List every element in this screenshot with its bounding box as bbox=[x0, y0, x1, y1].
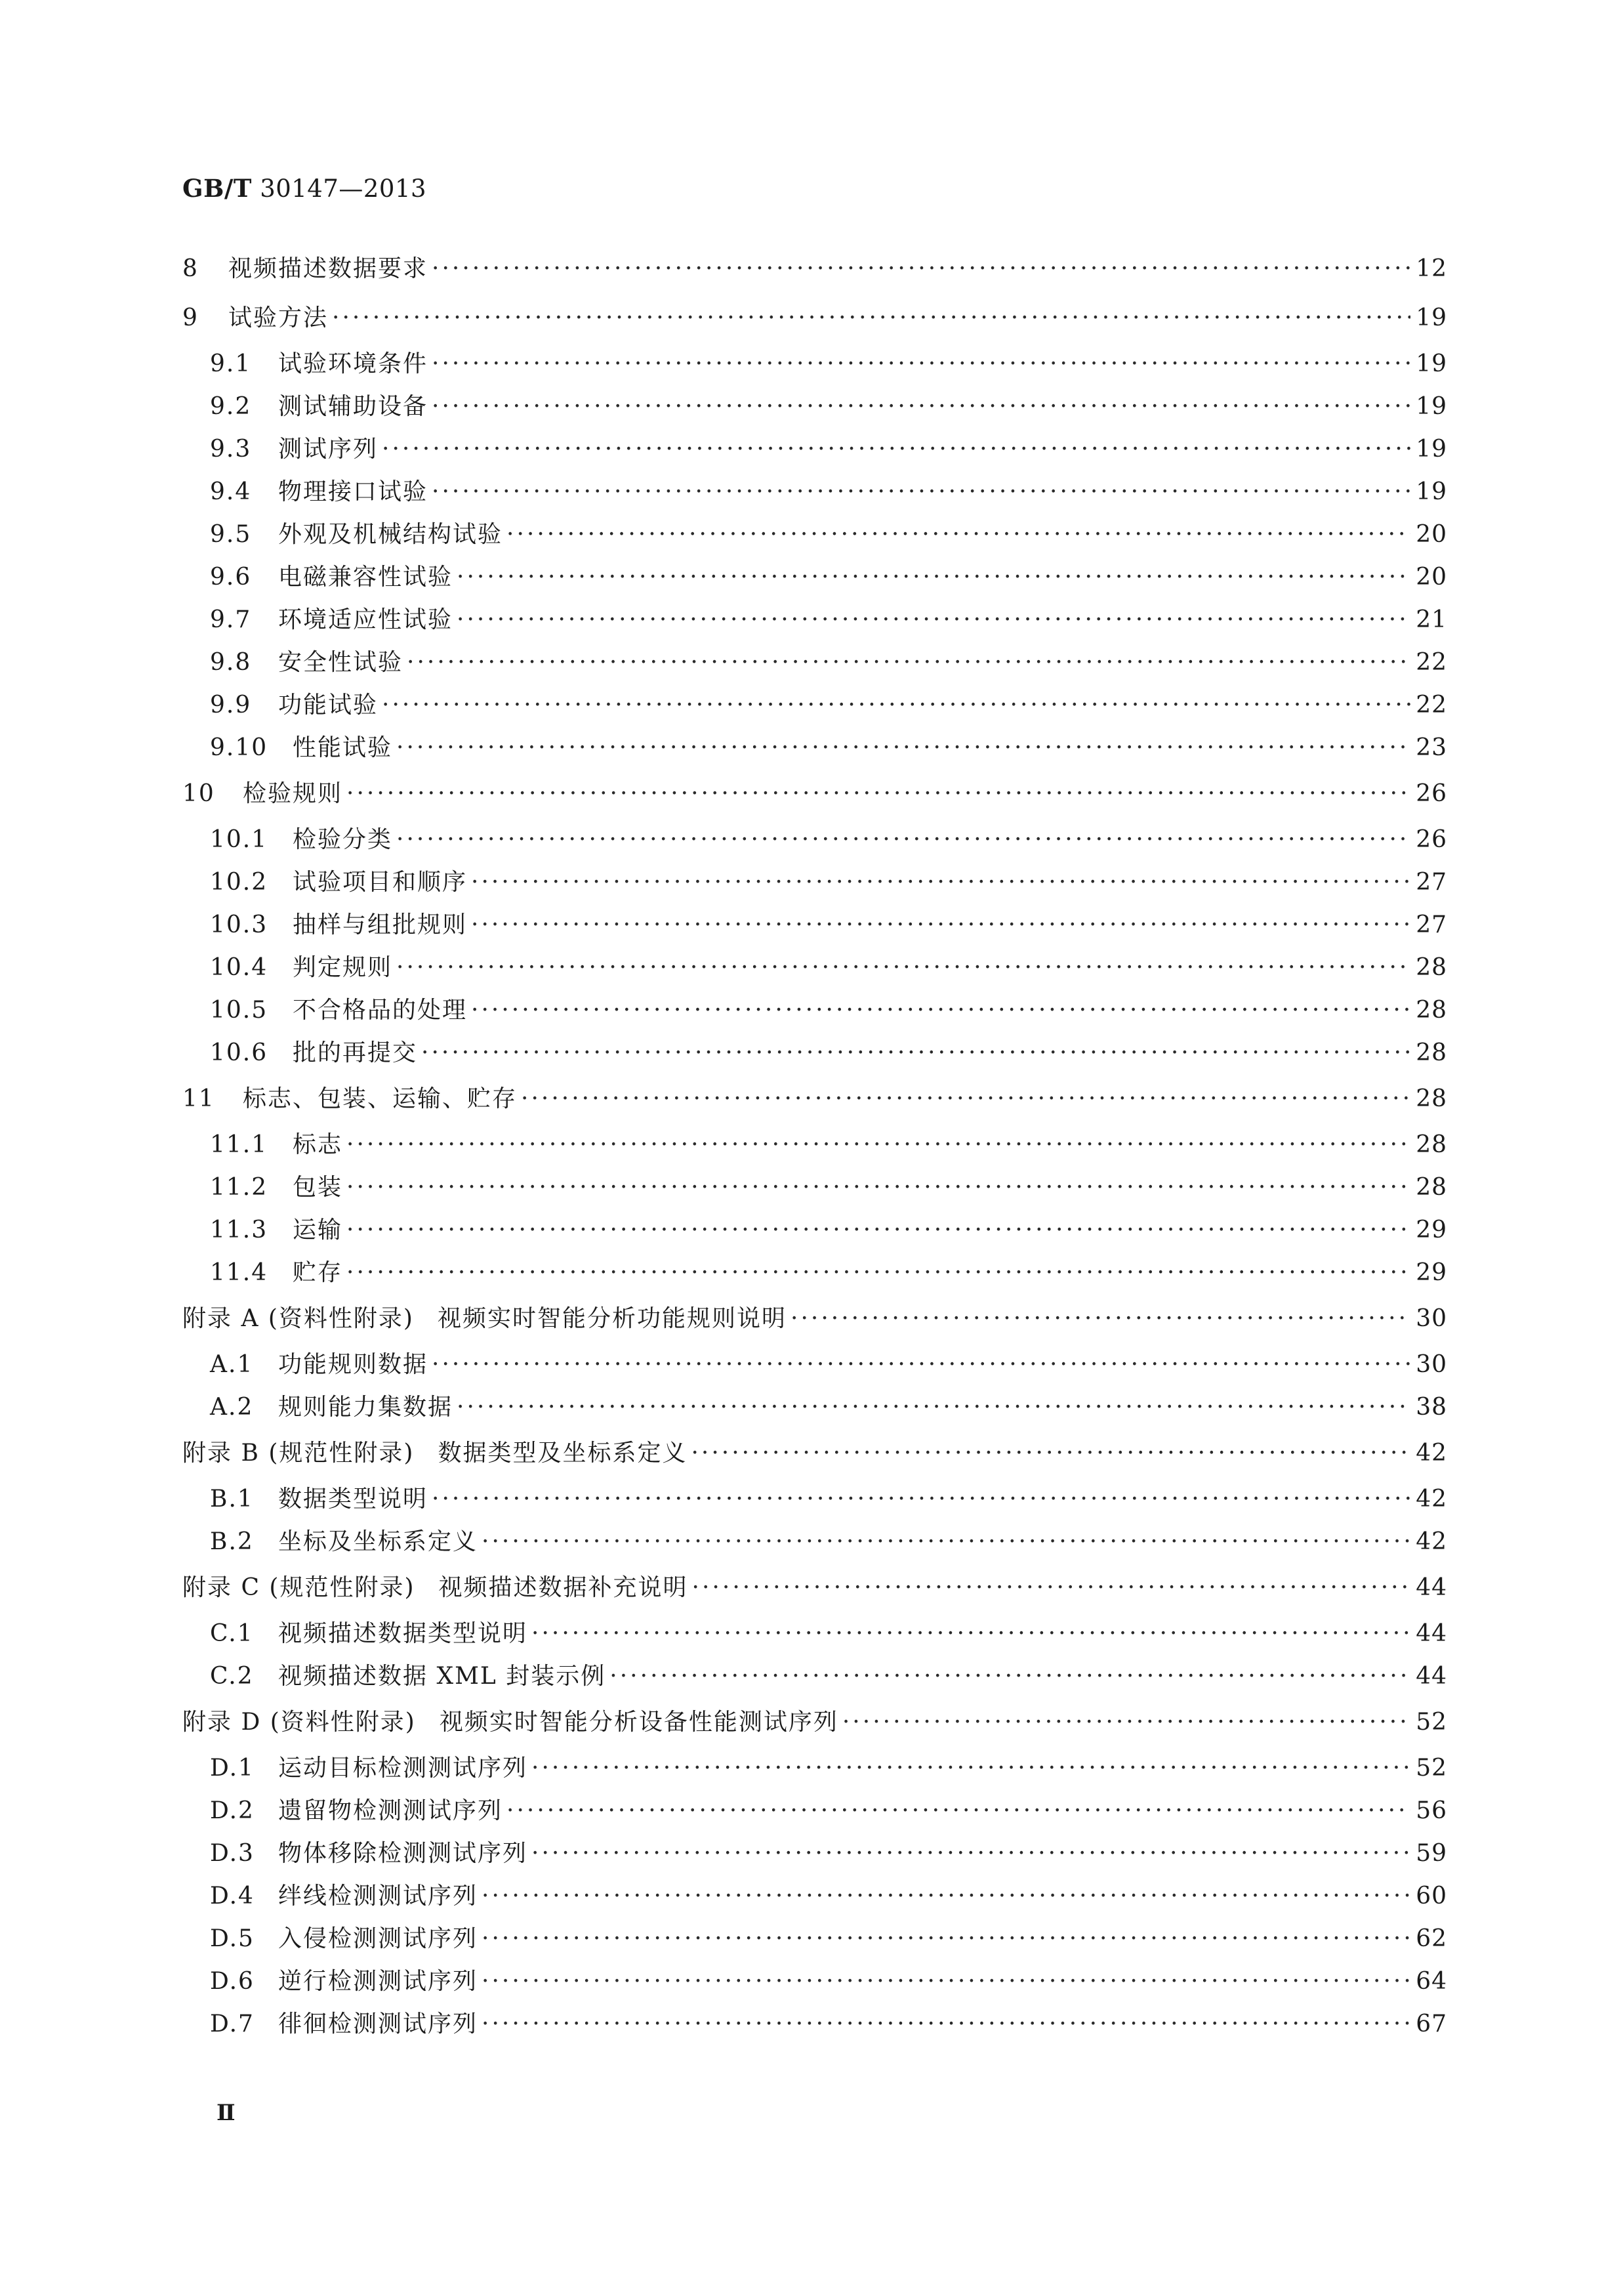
toc-entry-title: 运输 bbox=[293, 1217, 343, 1243]
toc-entry-number: A.1 bbox=[210, 1351, 254, 1378]
toc-entry-title: 物理接口试验 bbox=[278, 478, 428, 505]
toc-entry-number: D.4 bbox=[210, 1883, 255, 1910]
toc-entry-number: A.2 bbox=[210, 1394, 254, 1421]
toc-leader-dots bbox=[396, 818, 1410, 861]
toc-entry-number: 10.1 bbox=[210, 826, 268, 853]
toc-entry-number: 9.9 bbox=[210, 692, 252, 719]
toc-entry-page: 21 bbox=[1416, 606, 1447, 633]
toc-entry-section[interactable] bbox=[182, 1166, 1447, 1209]
toc-entry-section[interactable] bbox=[182, 1789, 1447, 1832]
toc-entry-page: 29 bbox=[1416, 1259, 1447, 1286]
toc-leader-dots bbox=[346, 769, 1410, 818]
toc-entry-page: 64 bbox=[1416, 1968, 1447, 1995]
toc-entry-title: 环境适应性试验 bbox=[278, 606, 453, 633]
toc-entry-title: 检验规则 bbox=[243, 780, 343, 807]
toc-entry-page: 27 bbox=[1416, 869, 1447, 896]
toc-entry-title: 试验环境条件 bbox=[278, 350, 428, 377]
toc-entry-number: C.2 bbox=[210, 1663, 254, 1690]
toc-entry-section[interactable] bbox=[182, 1917, 1447, 1960]
toc-entry-section[interactable] bbox=[182, 684, 1447, 726]
toc-entry-title: 视频描述数据要求 bbox=[228, 255, 428, 282]
toc-leader-dots bbox=[346, 1123, 1410, 1166]
toc-entry-page: 56 bbox=[1416, 1797, 1447, 1824]
toc-entry-chapter[interactable] bbox=[182, 1563, 1447, 1612]
toc-entry-number: 10.5 bbox=[210, 997, 268, 1024]
toc-entry-page: 19 bbox=[1416, 393, 1447, 420]
toc-entry-number: 9.7 bbox=[210, 606, 252, 633]
toc-entry-number: D.2 bbox=[210, 1797, 255, 1824]
toc-entry-page: 62 bbox=[1416, 1925, 1447, 1952]
toc-entry-page: 42 bbox=[1416, 1486, 1447, 1513]
toc-entry-number: 10.2 bbox=[210, 869, 268, 896]
toc-entry-number: 11.2 bbox=[210, 1174, 268, 1201]
toc-entry-number: 10.4 bbox=[210, 954, 268, 981]
page-folio: Ⅱ bbox=[216, 2100, 234, 2126]
toc-entry-section[interactable] bbox=[182, 641, 1447, 684]
toc-entry-title: 运动目标检测测试序列 bbox=[278, 1755, 528, 1782]
toc-entry-page: 20 bbox=[1416, 564, 1447, 591]
toc-leader-dots bbox=[432, 244, 1410, 293]
toc-entry-number: 9.3 bbox=[210, 436, 252, 463]
toc-entry-page: 26 bbox=[1416, 826, 1447, 853]
toc-leader-dots bbox=[457, 598, 1410, 641]
toc-entry-page: 22 bbox=[1416, 692, 1447, 719]
toc-entry-page: 44 bbox=[1416, 1620, 1447, 1647]
toc-entry-number: 9 bbox=[182, 304, 199, 331]
standard-number: 30147—2013 bbox=[260, 175, 427, 203]
toc-entry-page: 22 bbox=[1416, 649, 1447, 676]
toc-entry-section[interactable] bbox=[182, 1343, 1447, 1386]
toc-leader-dots bbox=[457, 556, 1410, 598]
toc-entry-section[interactable] bbox=[182, 946, 1447, 989]
toc-entry-page: 19 bbox=[1416, 350, 1447, 377]
toc-entry-section[interactable] bbox=[182, 1960, 1447, 2003]
toc-entry-title: 安全性试验 bbox=[278, 649, 403, 676]
toc-entry-page: 26 bbox=[1416, 780, 1447, 807]
toc-leader-dots bbox=[521, 1074, 1410, 1123]
toc-entry-number: D.3 bbox=[210, 1840, 255, 1867]
toc-entry-section[interactable] bbox=[182, 904, 1447, 946]
toc-entry-title: 数据类型及坐标系定义 bbox=[438, 1440, 688, 1467]
toc-entry-chapter[interactable] bbox=[182, 244, 1447, 293]
toc-entry-title: 数据类型说明 bbox=[278, 1486, 428, 1513]
toc-entry-title: 试验方法 bbox=[228, 304, 329, 331]
toc-entry-title: 视频描述数据补充说明 bbox=[438, 1574, 688, 1601]
toc-leader-dots bbox=[691, 1429, 1410, 1478]
toc-leader-dots bbox=[432, 1343, 1410, 1386]
toc-entry-number: 9.1 bbox=[210, 350, 252, 377]
toc-entry-number: 9.8 bbox=[210, 649, 252, 676]
toc-entry-number: 8 bbox=[182, 255, 199, 282]
toc-entry-number: 9.6 bbox=[210, 564, 252, 591]
toc-leader-dots bbox=[531, 1832, 1410, 1875]
toc-entry-title: 徘徊检测测试序列 bbox=[278, 2011, 478, 2037]
page-header bbox=[182, 172, 426, 205]
toc-entry-title: 入侵检测测试序列 bbox=[278, 1925, 478, 1952]
toc-entry-section[interactable] bbox=[182, 1832, 1447, 1875]
toc-entry-number: 11.1 bbox=[210, 1131, 268, 1158]
toc-entry-number: 附录 C (规范性附录) bbox=[182, 1574, 415, 1601]
toc-entry-number: 附录 A (资料性附录) bbox=[182, 1305, 414, 1332]
toc-leader-dots bbox=[531, 1612, 1410, 1655]
toc-entry-title: 逆行检测测试序列 bbox=[278, 1968, 478, 1995]
toc-entry-section[interactable] bbox=[182, 861, 1447, 904]
toc-entry-title: 物体移除检测测试序列 bbox=[278, 1840, 528, 1867]
toc-entry-number: D.5 bbox=[210, 1925, 255, 1952]
toc-leader-dots bbox=[842, 1698, 1410, 1747]
toc-entry-page: 28 bbox=[1416, 1174, 1447, 1201]
toc-leader-dots bbox=[346, 1251, 1410, 1294]
toc-entry-page: 19 bbox=[1416, 436, 1447, 463]
toc-entry-title: 不合格品的处理 bbox=[293, 997, 468, 1024]
toc-entry-title: 批的再提交 bbox=[293, 1039, 418, 1066]
toc-entry-section[interactable] bbox=[182, 818, 1447, 861]
toc-entry-section[interactable] bbox=[182, 598, 1447, 641]
toc-entry-page: 44 bbox=[1416, 1663, 1447, 1690]
toc-entry-title: 标志、包装、运输、贮存 bbox=[243, 1085, 518, 1112]
toc-entry-section[interactable] bbox=[182, 1520, 1447, 1563]
toc-leader-dots bbox=[471, 989, 1410, 1032]
toc-entry-page: 42 bbox=[1416, 1440, 1447, 1467]
toc-entry-number: B.2 bbox=[210, 1528, 254, 1555]
toc-entry-page: 12 bbox=[1416, 255, 1447, 282]
toc-entry-title: 视频描述数据类型说明 bbox=[278, 1620, 528, 1647]
toc-entry-section[interactable] bbox=[182, 470, 1447, 513]
toc-entry-number: 11.4 bbox=[210, 1259, 268, 1286]
toc-entry-title: 判定规则 bbox=[293, 954, 393, 981]
toc-entry-number: D.6 bbox=[210, 1968, 255, 1995]
toc-entry-title: 性能试验 bbox=[293, 734, 393, 761]
toc-entry-title: 测试序列 bbox=[278, 436, 379, 463]
toc-entry-section[interactable] bbox=[182, 1123, 1447, 1166]
toc-leader-dots bbox=[432, 470, 1410, 513]
toc-entry-section[interactable] bbox=[182, 2003, 1447, 2045]
toc-entry-section[interactable] bbox=[182, 385, 1447, 428]
toc-entry-page: 28 bbox=[1416, 954, 1447, 981]
toc-leader-dots bbox=[346, 1166, 1410, 1209]
toc-entry-number: 10 bbox=[182, 780, 215, 807]
toc-entry-page: 60 bbox=[1416, 1883, 1447, 1910]
toc-entry-title: 检验分类 bbox=[293, 826, 393, 853]
toc-entry-section[interactable] bbox=[182, 1747, 1447, 1789]
toc-leader-dots bbox=[432, 1478, 1410, 1520]
toc-entry-number: 附录 D (资料性附录) bbox=[182, 1709, 416, 1736]
toc-entry-number: 11.3 bbox=[210, 1217, 268, 1243]
toc-entry-page: 44 bbox=[1416, 1574, 1447, 1601]
toc-entry-section[interactable] bbox=[182, 1386, 1447, 1429]
toc-entry-title: 绊线检测测试序列 bbox=[278, 1883, 478, 1910]
toc-entry-page: 28 bbox=[1416, 1085, 1447, 1112]
toc-entry-page: 42 bbox=[1416, 1528, 1447, 1555]
toc-entry-section[interactable] bbox=[182, 1655, 1447, 1698]
toc-leader-dots bbox=[382, 428, 1410, 470]
toc-leader-dots bbox=[471, 861, 1410, 904]
toc-entry-chapter[interactable] bbox=[182, 1698, 1447, 1747]
toc-entry-title: 视频实时智能分析功能规则说明 bbox=[437, 1305, 787, 1332]
toc-leader-dots bbox=[609, 1655, 1410, 1698]
toc-leader-dots bbox=[531, 1747, 1410, 1789]
toc-entry-chapter[interactable] bbox=[182, 293, 1447, 343]
toc-entry-number: 9.5 bbox=[210, 521, 252, 548]
toc-entry-title: 测试辅助设备 bbox=[278, 393, 428, 420]
toc-leader-dots bbox=[407, 641, 1410, 684]
toc-entry-title: 遗留物检测测试序列 bbox=[278, 1797, 503, 1824]
toc-leader-dots bbox=[506, 513, 1410, 556]
toc-entry-title: 电磁兼容性试验 bbox=[278, 564, 453, 591]
toc-leader-dots bbox=[482, 1960, 1410, 2003]
toc-entry-section[interactable] bbox=[182, 1251, 1447, 1294]
toc-entry-title: 抽样与组批规则 bbox=[293, 911, 468, 938]
toc-entry-page: 29 bbox=[1416, 1217, 1447, 1243]
toc-entry-number: D.1 bbox=[210, 1755, 255, 1782]
toc-entry-number: 附录 B (规范性附录) bbox=[182, 1440, 415, 1467]
toc-entry-section[interactable] bbox=[182, 343, 1447, 385]
toc-leader-dots bbox=[421, 1032, 1410, 1074]
toc-entry-section[interactable] bbox=[182, 1612, 1447, 1655]
toc-entry-page: 28 bbox=[1416, 1131, 1447, 1158]
toc-leader-dots bbox=[692, 1563, 1411, 1612]
toc-entry-page: 28 bbox=[1416, 1039, 1447, 1066]
toc-entry-title: 视频描述数据 XML 封装示例 bbox=[278, 1663, 606, 1690]
toc-entry-chapter[interactable] bbox=[182, 1429, 1447, 1478]
toc-leader-dots bbox=[457, 1386, 1410, 1429]
toc-entry-page: 52 bbox=[1416, 1755, 1447, 1782]
toc-entry-page: 20 bbox=[1416, 521, 1447, 548]
toc-entry-chapter[interactable] bbox=[182, 1294, 1447, 1343]
toc-leader-dots bbox=[332, 293, 1410, 343]
toc-entry-number: 11 bbox=[182, 1085, 215, 1112]
toc-entry-number: 9.4 bbox=[210, 478, 252, 505]
toc-leader-dots bbox=[432, 385, 1410, 428]
toc-entry-page: 67 bbox=[1416, 2011, 1447, 2037]
toc-entry-page: 27 bbox=[1416, 911, 1447, 938]
toc-entry-page: 19 bbox=[1416, 478, 1447, 505]
toc-entry-number: D.7 bbox=[210, 2011, 255, 2037]
toc-entry-section[interactable] bbox=[182, 1209, 1447, 1251]
toc-entry-page: 28 bbox=[1416, 997, 1447, 1024]
toc-leader-dots bbox=[382, 684, 1410, 726]
toc-entry-title: 外观及机械结构试验 bbox=[278, 521, 503, 548]
toc-entry-title: 功能试验 bbox=[278, 692, 379, 719]
toc-entry-page: 59 bbox=[1416, 1840, 1447, 1867]
toc-entry-number: 9.10 bbox=[210, 734, 268, 761]
toc-entry-section[interactable] bbox=[182, 513, 1447, 556]
toc-entry-number: 9.2 bbox=[210, 393, 252, 420]
toc-entry-page: 30 bbox=[1416, 1351, 1447, 1378]
toc-entry-title: 标志 bbox=[293, 1131, 343, 1158]
toc-leader-dots bbox=[346, 1209, 1410, 1251]
toc-leader-dots bbox=[396, 726, 1410, 769]
toc-entry-page: 52 bbox=[1416, 1709, 1447, 1736]
toc-entry-title: 试验项目和顺序 bbox=[293, 869, 468, 896]
toc-entry-page: 38 bbox=[1416, 1394, 1447, 1421]
toc-entry-number: 10.6 bbox=[210, 1039, 268, 1066]
toc-entry-section[interactable] bbox=[182, 1478, 1447, 1520]
toc-leader-dots bbox=[791, 1294, 1410, 1343]
toc-leader-dots bbox=[396, 946, 1410, 989]
toc-entry-section[interactable] bbox=[182, 1875, 1447, 1917]
toc-entry-page: 30 bbox=[1416, 1305, 1447, 1332]
toc-entry-title: 贮存 bbox=[293, 1259, 343, 1286]
toc-entry-chapter[interactable] bbox=[182, 769, 1447, 818]
toc-leader-dots bbox=[471, 904, 1410, 946]
toc-entry-page: 19 bbox=[1416, 304, 1447, 331]
toc-entry-section[interactable] bbox=[182, 989, 1447, 1032]
toc-entry-number: C.1 bbox=[210, 1620, 254, 1647]
toc-entry-section[interactable] bbox=[182, 556, 1447, 598]
toc-entry-chapter[interactable] bbox=[182, 1074, 1447, 1123]
toc-entry-page: 23 bbox=[1416, 734, 1447, 761]
toc-leader-dots bbox=[482, 1875, 1410, 1917]
toc-entry-title: 坐标及坐标系定义 bbox=[278, 1528, 478, 1555]
toc-entry-title: 规则能力集数据 bbox=[278, 1394, 453, 1421]
standard-code: GB/T bbox=[182, 174, 252, 203]
toc-leader-dots bbox=[432, 343, 1410, 385]
toc-leader-dots bbox=[482, 1917, 1410, 1960]
table-of-contents bbox=[182, 244, 1447, 2045]
toc-entry-section[interactable] bbox=[182, 428, 1447, 470]
toc-entry-title: 功能规则数据 bbox=[278, 1351, 428, 1378]
toc-leader-dots bbox=[506, 1789, 1410, 1832]
toc-entry-title: 视频实时智能分析设备性能测试序列 bbox=[439, 1709, 838, 1736]
toc-entry-title: 包装 bbox=[293, 1174, 343, 1201]
toc-leader-dots bbox=[482, 1520, 1410, 1563]
toc-leader-dots bbox=[482, 2003, 1410, 2045]
toc-entry-section[interactable] bbox=[182, 1032, 1447, 1074]
toc-entry-number: 10.3 bbox=[210, 911, 268, 938]
toc-entry-section[interactable] bbox=[182, 726, 1447, 769]
toc-entry-number: B.1 bbox=[210, 1486, 254, 1513]
